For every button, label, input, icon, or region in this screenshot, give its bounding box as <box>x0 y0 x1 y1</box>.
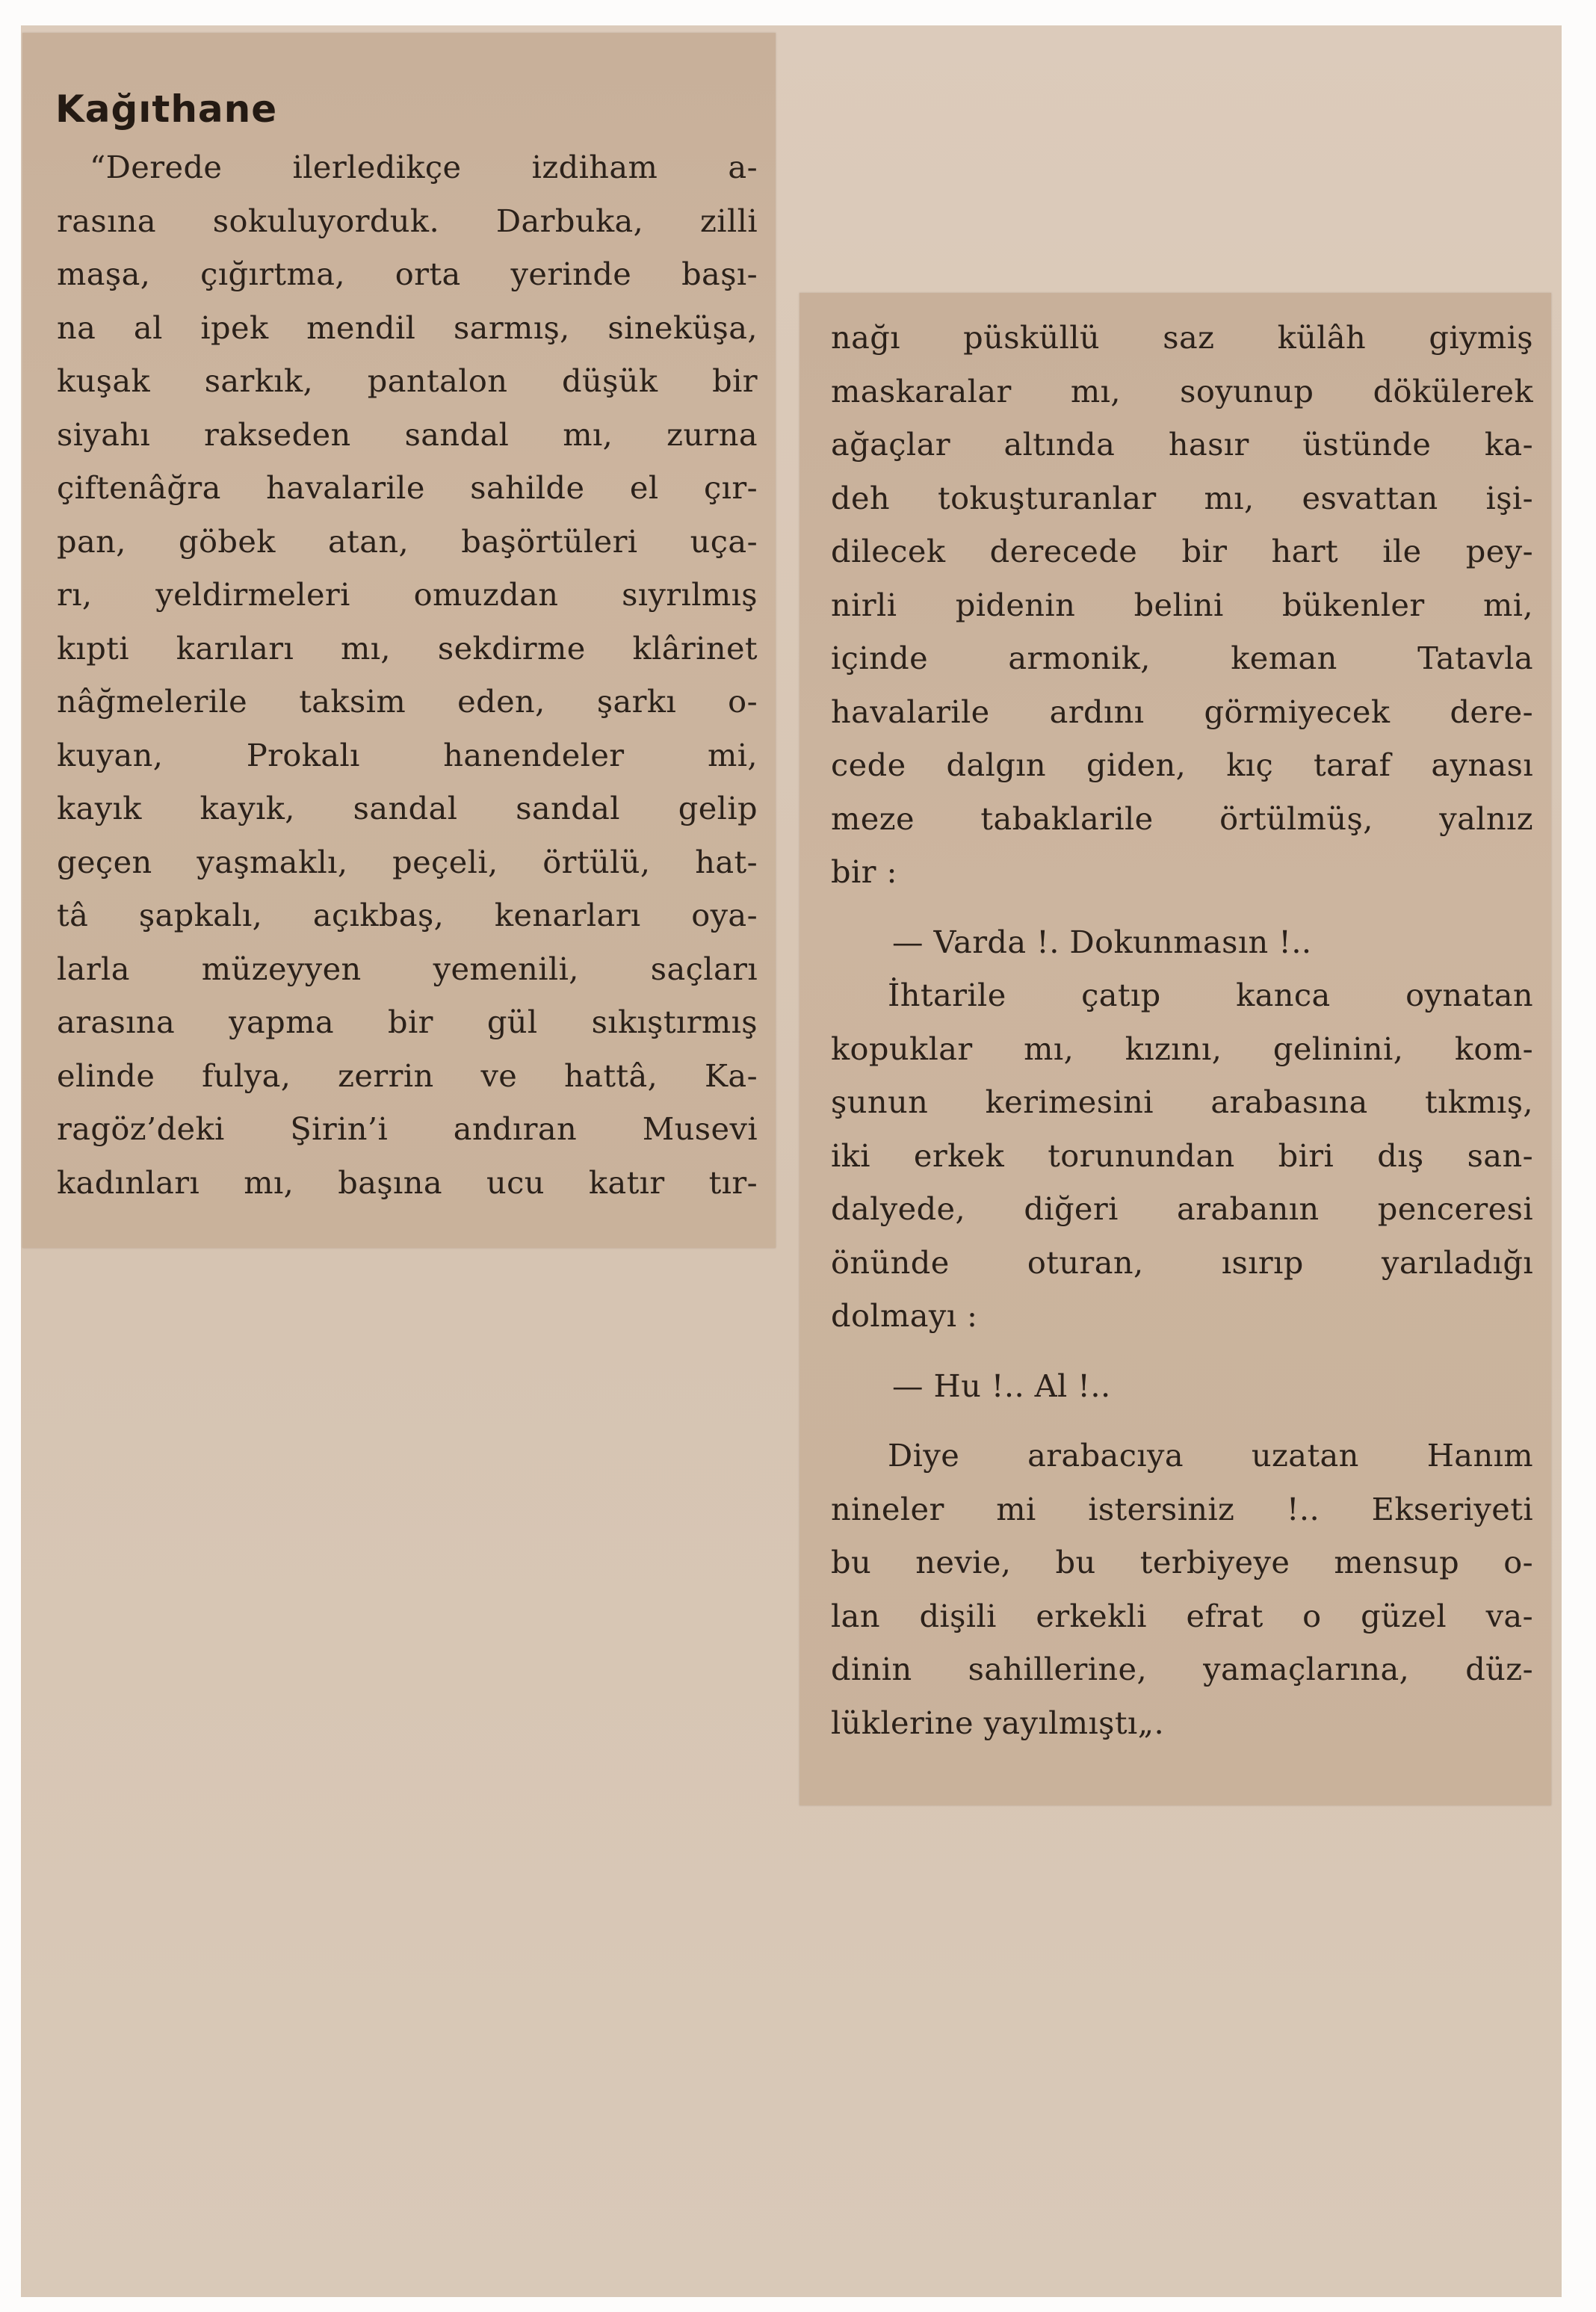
text-line: meze tabaklarile örtülmüş, yalnız <box>831 800 1533 837</box>
text-line: elinde fulya, zerrin ve hattâ, Ka- <box>57 1057 758 1094</box>
right-column-text-3 <box>831 1429 1533 1749</box>
text-line: dinin sahillerine, yamaçlarına, düz- <box>831 1651 1533 1687</box>
text-line: nağı püsküllü saz külâh giymiş <box>831 319 1533 356</box>
text-line: arasına yapma bir gül sıkıştırmış <box>57 1004 758 1040</box>
text-line: geçen yaşmaklı, peçeli, örtülü, hat- <box>57 843 758 880</box>
text-line: nirli pidenin belini bükenler mi, <box>831 586 1533 623</box>
right-column-text-2 <box>831 968 1533 1343</box>
text-line: dilecek derecede bir hart ile pey- <box>831 533 1533 569</box>
text-line: bu nevie, bu terbiyeye mensup o- <box>831 1544 1533 1580</box>
text-line: lüklerine yayılmıştı„. <box>831 1704 1165 1741</box>
text-line: iki erkek torunundan biri dış san- <box>831 1137 1533 1174</box>
text-line: kuyan, Prokalı hanendeler mi, <box>57 736 758 773</box>
text-line: içinde armonik, keman Tatavla <box>831 640 1533 676</box>
text-line: kopuklar mı, kızını, gelinini, kom- <box>831 1030 1533 1067</box>
text-line: “Derede ilerledikçe izdiham a- <box>90 149 758 185</box>
text-line: pan, göbek atan, başörtüleri uça- <box>57 522 758 560</box>
text-line: havalarile ardını görmiyecek dere- <box>831 693 1533 730</box>
text-line: kadınları mı, başına ucu katır tır- <box>57 1163 758 1201</box>
text-line: lan dişili erkekli efrat o güzel va- <box>831 1597 1533 1634</box>
text-line: şunun kerimesini arabasına tıkmış, <box>831 1084 1533 1120</box>
text-line: siyahı rakseden sandal mı, zurna <box>57 415 758 453</box>
text-line: ağaçlar altında hasır üstünde ka- <box>831 426 1533 463</box>
text-line: deh tokuşturanlar mı, esvattan işi- <box>831 479 1533 516</box>
text-line: maşa, çığırtma, orta yerinde başı- <box>57 256 758 292</box>
clipping-right-column <box>799 293 1551 1805</box>
text-line: dolmayı : <box>831 1297 978 1334</box>
text-line: önünde oturan, ısırıp yarıladığı <box>831 1243 1533 1281</box>
text-line: rasına sokuluyorduk. Darbuka, zilli <box>57 202 758 239</box>
text-line: maskaralar mı, soyunup dökülerek <box>831 372 1533 409</box>
text-line: nâğmelerile taksim eden, şarkı o- <box>57 683 758 720</box>
text-line: Diye arabacıya uzatan Hanım <box>888 1437 1533 1474</box>
text-line: çiftenâğra havalarile sahilde el çır- <box>57 469 758 506</box>
text-line: ragöz’deki Şirin’i andıran Musevi <box>57 1110 758 1147</box>
left-column-text <box>57 140 758 1209</box>
dialog-line-1: — Varda !. Dokunmasın !.. <box>892 923 1312 960</box>
text-line: bir : <box>831 853 897 890</box>
text-line: nineler mi istersiniz !.. Ekseriyeti <box>831 1490 1533 1527</box>
text-line: kayık kayık, sandal sandal gelip <box>57 790 758 826</box>
text-line: dalyede, diğeri arabanın penceresi <box>831 1190 1533 1227</box>
text-line: kıpti karıları mı, sekdirme klârinet <box>57 629 758 667</box>
dialog-line-2: — Hu !.. Al !.. <box>892 1367 1111 1404</box>
right-column-text-1 <box>831 311 1533 899</box>
text-line: tâ şapkalı, açıkbaş, kenarları oya- <box>57 897 758 933</box>
text-line: rı, yeldirmeleri omuzdan sıyrılmış <box>57 576 758 613</box>
clipping-left-column <box>22 33 776 1248</box>
text-line: cede dalgın giden, kıç taraf aynası <box>831 747 1533 783</box>
text-line: na al ipek mendil sarmış, sineküşa, <box>57 309 758 346</box>
text-line: larla müzeyyen yemenili, saçları <box>57 950 758 987</box>
headline: Kağıthane <box>55 87 278 131</box>
text-line: İhtarile çatıp kanca oynatan <box>888 977 1533 1013</box>
text-line: kuşak sarkık, pantalon düşük bir <box>57 362 758 399</box>
